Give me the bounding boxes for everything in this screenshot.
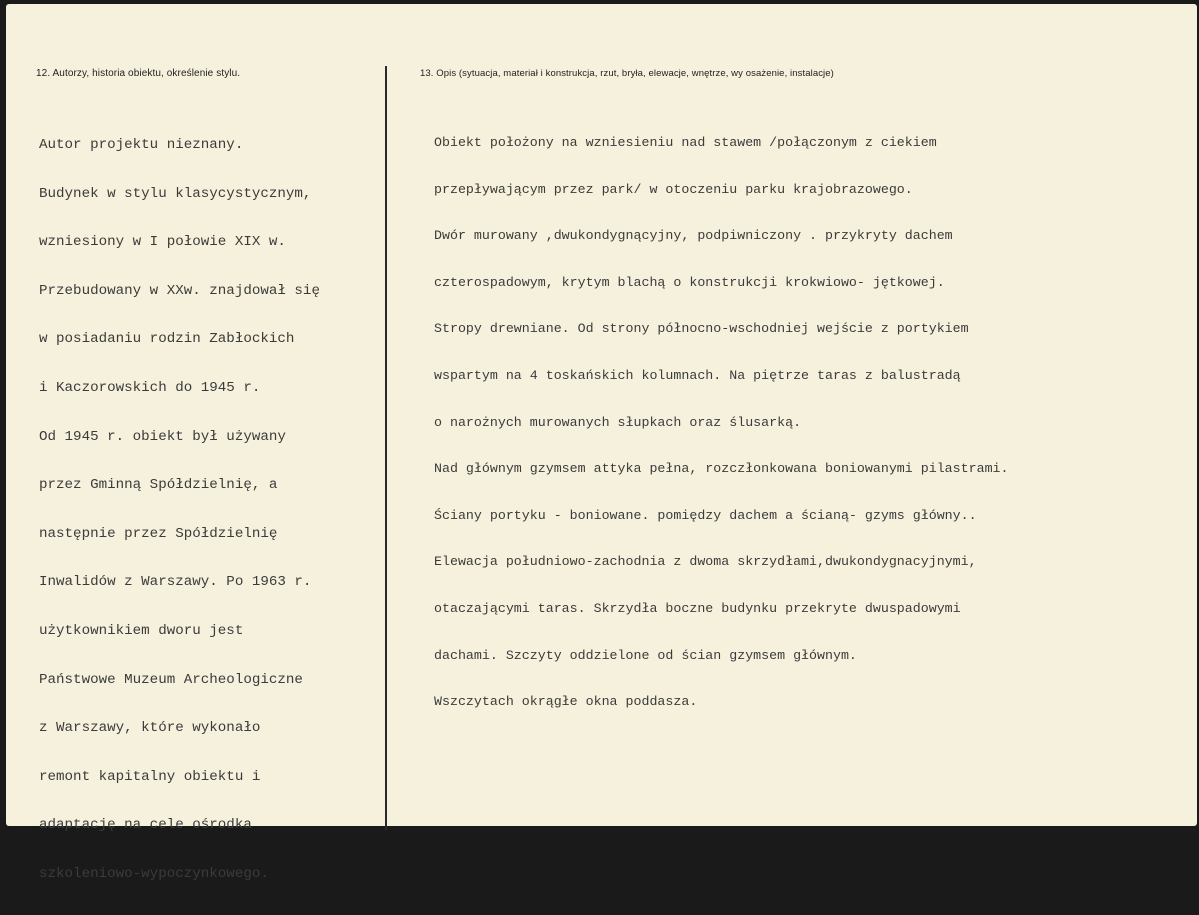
description-line: Obiekt położony na wzniesieniu nad stawem /połączonym z ciekiem [434,135,937,150]
history-line: przez Gminną Spółdzielnię, a [39,477,278,494]
history-line: użytkownikiem dworu jest [39,622,244,639]
history-line: Przebudowany w XXw. znajdował się [39,282,320,299]
description-line: przepływającym przez park/ w otoczeniu parku krajobrazowego. [434,181,913,197]
history-line: Państwowe Muzeum Archeologiczne [39,671,303,688]
history-line: Budynek w stylu klasycystycznym, [39,185,312,202]
description-line: dachami. Szczyty oddzielone od ścian gzymsem głównym. [434,647,857,663]
history-line: wzniesiony w I połowie XIX w. [39,234,286,251]
history-line: Autor projektu nieznany. [39,137,244,153]
history-line: szkoleniowo-wypoczynkowego. [39,865,269,882]
section-13-heading: 13. Opis (sytuacja, materiał i konstrukcja, rzut, bryła, elewacje, wnętrze, wy osażenie, instalacje) [420,68,834,79]
description-line: otaczającymi taras. Skrzydła boczne budynku przekryte dwuspadowymi [434,600,961,616]
description-text [434,105,1009,741]
description-line: Dwór murowany ,dwukondygnącyjny, podpiwniczony . przykryty dachem [434,228,953,244]
history-line: Od 1945 r. obiekt był używany [39,428,286,445]
section-12-heading: 12. Autorzy, historia obiektu, określenie stylu. [36,68,241,79]
description-line: o narożnych murowanych słupkach oraz ślusarką. [434,414,802,430]
history-line: w posiadaniu rodzin Zabłockich [39,331,295,348]
description-line: wspartym na 4 toskańskich kolumnach. Na piętrze taras z balustradą [434,367,961,383]
history-line: adaptację na cele ośrodka [39,817,252,834]
history-line: i Kaczorowskich do 1945 r. [39,379,261,396]
description-line: Elewacja południowo-zachodnia z dwoma skrzydłami,dwukondygnacyjnymi, [434,554,977,570]
description-line: Stropy drewniane. Od strony północno-wschodniej wejście z portykiem [434,321,969,337]
history-text [39,105,320,915]
history-line: Inwalidów z Warszawy. Po 1963 r. [39,574,312,591]
history-line: z Warszawy, które wykonało [39,720,261,737]
description-line: Ściany portyku - boniowane. pomiędzy dachem a ścianą- gzyms główny.. [434,507,977,523]
description-line: czterospadowym, krytym blachą o konstrukcji krokwiowo- jętkowej. [434,274,945,290]
column-divider [385,66,387,830]
history-line: następnie przez Spółdzielnię [39,525,278,542]
description-line: Wszczytach okrągłe okna poddasza. [434,694,698,710]
description-line: Nad głównym gzymsem attyka pełna, rozczłonkowana boniowanymi pilastrami. [434,461,1009,477]
history-line: remont kapitalny obiektu i [39,768,261,785]
document-card [6,4,1197,882]
